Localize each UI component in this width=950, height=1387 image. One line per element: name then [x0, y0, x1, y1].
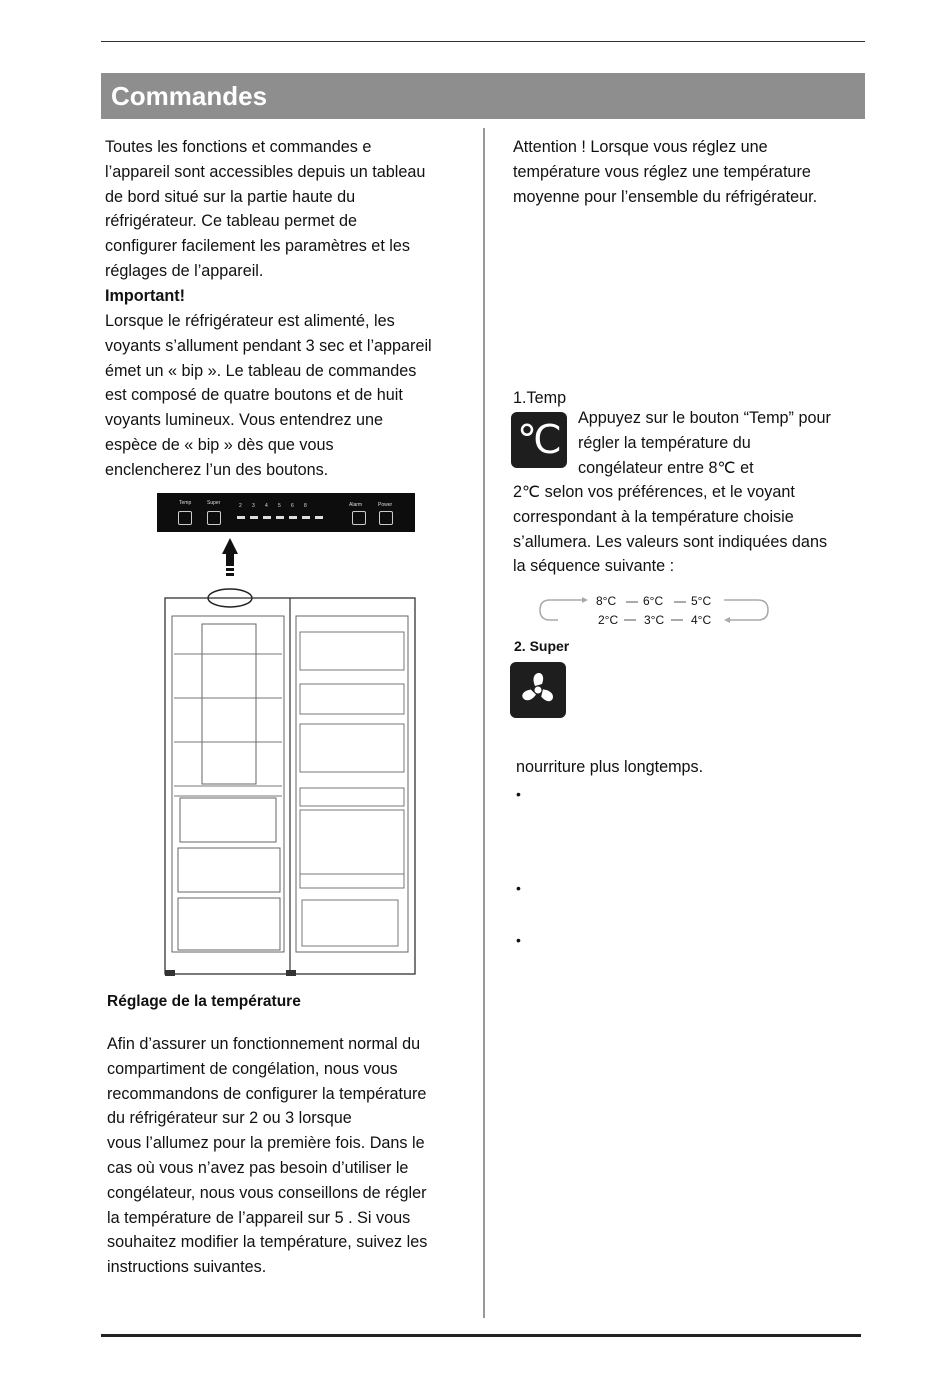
- intro-paragraph: Toutes les fonctions et commandes e l’appareil sont accessibles depuis un tableau de bord situé sur la partie haute du réfrigérateur. Ce tableau permet de configurer facilement les paramètres et les réglages de l’appareil.: [105, 138, 426, 280]
- temp-description-b: 2℃ selon vos préférences, et le voyant correspondant à la température choisie s’allumera. Les valeurs sont indiquées dans la séquence suivante :: [513, 483, 828, 576]
- temperature-paragraph: Afin d’assurer un fonctionnement normal du compartiment de congélation, nous vous recommandons de configurer la température du réfrigérateur sur 2 ou 3 lorsque vous l’allumez pour la première fois. Dans le cas où vous n’avez pas besoin d’utiliser le congélateur, nous vous conseillons de régler la température de l’appareil sur 5 . Si vous souhaitez modifier la température, suivez les instructions suivantes.: [107, 1035, 428, 1277]
- temp-section-title: 1.Temp: [513, 389, 567, 407]
- alarm-icon: [352, 511, 366, 525]
- indicator-label: 4: [265, 503, 268, 509]
- bullet-point: •: [516, 932, 521, 948]
- bottom-rule: [101, 1334, 861, 1337]
- indicator-label: 8: [304, 503, 307, 509]
- thermometer-celsius-icon: [511, 412, 567, 468]
- sequence-value: 2°C: [598, 613, 619, 627]
- sequence-value: 5°C: [691, 594, 712, 608]
- important-heading: Important!: [105, 287, 186, 305]
- sequence-value: 8°C: [596, 594, 617, 608]
- indicator-label: 2: [239, 503, 242, 509]
- sequence-value: 4°C: [691, 613, 712, 627]
- column-divider: [483, 128, 485, 1318]
- top-rule: [101, 41, 865, 42]
- page-title: Commandes: [111, 81, 268, 111]
- power-button-label: Power: [378, 502, 393, 508]
- super-fan-icon: [207, 511, 221, 525]
- temp-button-icon: [178, 511, 192, 525]
- indicator-label: 5: [278, 503, 281, 509]
- fridge-illustration: [150, 532, 430, 980]
- temperature-heading: Réglage de la température: [107, 993, 301, 1010]
- super-button-label: Super: [207, 500, 221, 506]
- bullet-point: •: [516, 880, 521, 896]
- alarm-button-label: Alarm: [349, 502, 363, 508]
- sequence-value: 6°C: [643, 594, 664, 608]
- bullet-point: •: [516, 786, 521, 802]
- indicator-label: 3: [252, 503, 255, 509]
- attention-paragraph: Attention ! Lorsque vous réglez une température vous réglez une température moyenne pour l’ensemble du réfrigérateur.: [513, 138, 818, 206]
- super-section-title: 2. Super: [514, 638, 570, 654]
- indicator-label: 6: [291, 503, 294, 509]
- sequence-value: 3°C: [644, 613, 665, 627]
- temp-button-label: Temp: [179, 500, 192, 506]
- temp-description-a: Appuyez sur le bouton “Temp” pour régler la température du congélateur entre 8℃ et: [578, 409, 831, 477]
- power-icon: [379, 511, 393, 525]
- celsius-glyph: ℃: [517, 418, 562, 462]
- indicator-leds: [237, 516, 327, 519]
- super-fan-icon: [510, 662, 566, 718]
- super-description: nourriture plus longtemps.: [516, 758, 704, 776]
- control-panel: [157, 493, 415, 532]
- important-paragraph: Lorsque le réfrigérateur est alimenté, les voyants s’allument pendant 3 sec et l’appareil émet un « bip ». Le tableau de commandes est composé de quatre boutons et de huit voyants lumineux. Vous entendrez une espèce de « bip » dès que vous enclencherez l’un des boutons.: [105, 312, 432, 479]
- section-banner: [101, 73, 865, 119]
